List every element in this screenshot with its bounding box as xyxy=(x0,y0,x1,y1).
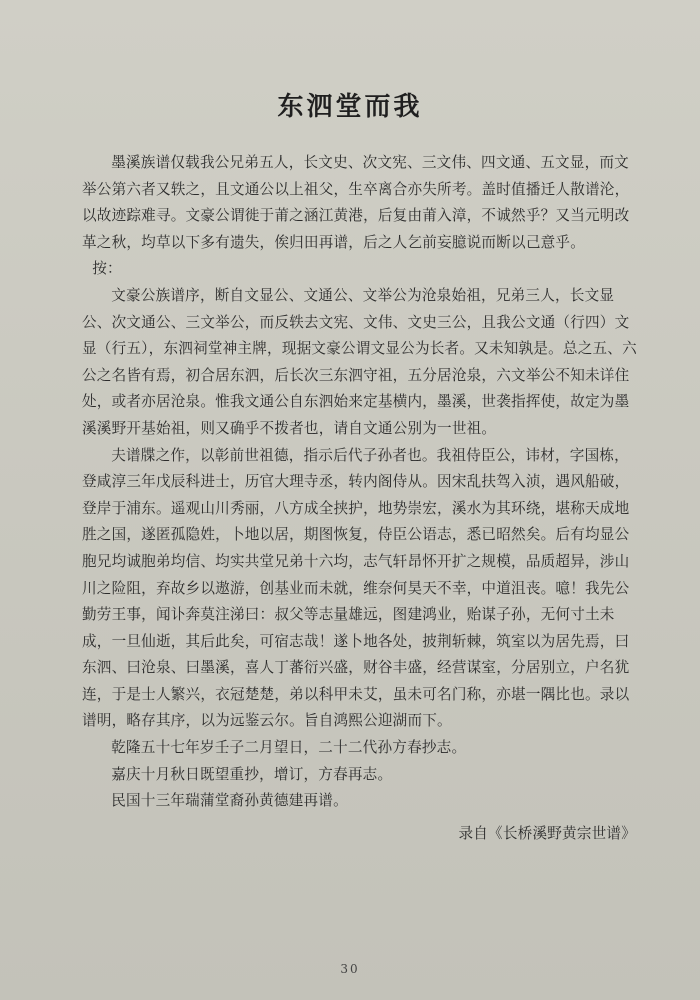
paragraph-jiaqing: 嘉庆十月秋日既望重抄，增订，方春再志。 xyxy=(111,765,393,783)
page-title: 东泗堂而我 xyxy=(277,92,423,122)
paragraph-note-heading: 按： xyxy=(92,260,122,278)
body-text xyxy=(82,150,642,847)
source-citation: 录自《长桥溪野黄宗世谱》 xyxy=(458,824,636,842)
paragraph-qianlong: 乾隆五十七年岁壬子二月望日，二十二代孙方春抄志。 xyxy=(111,739,467,757)
paragraph-history: 夫谱牒之作，以彰前世祖德，指示后代子孙者也。我祖侍臣公，讳材，字国栋，登咸淳三年戊辰科进士，历官大理寺丞，转内阁侍从。因宋乱扶驾入浈，遇风船破，登岸于浦东。遥观山川秀丽，八方成全挟护，地势崇宏，溪水为其环绕，堪称天成地胜之国，遂匿孤隐姓，卜地以居，期图恢复，侍臣公语志，悉已昭然矣。后有均显公胞兄均诚胞弟均信、均实共堂兄弟十六均，志气轩昂怀开扩之规模，品质超异，涉山川之险阻，弃故乡以遨游，创基业而未就，维奈何昊天不幸，中道沮丧。噫！我先公勤劳王事，闻讣奔莫注涕曰：叔父等志量雄远，图建鸿业，贻谋子孙，无何寸土未成，一旦仙逝，其后此矣，可宿志哉！遂卜地各处，披荆斩棘，筑室以为居先焉，曰东泗、曰沧泉、曰墨溪，喜人丁蕃衍兴盛，财谷丰盛，经营谋室，分居别立，户名犹连，于是士人繁兴，衣冠楚楚，弟以科甲未艾，虽未可名门称，亦堪一隅比也。录以谱明，略存其序，以为远鉴云尔。旨自鸿熙公迎湖而下。 xyxy=(82,446,630,730)
page-number: 30 xyxy=(340,962,360,976)
paragraph-note: 文豪公族谱序，断自文显公、文通公、文举公为沧泉始祖，兄弟三人，长文显公、次文通公、三文举公，而反轶去文宪、文伟、文史三公，且我公文通（行四）文显（行五），东泗祠堂神主牌，现据文豪公谓文显公为长者。又未知孰是。总之五、六公之名皆有焉，初合居东泗，后长次三东泗守祖，五分居沧泉，六文举公不知未详住处，或者亦居沧泉。惟我文通公自东泗始来定基横内，墨溪，世袭指挥使，故定为墨溪溪野开基始祖，则又确乎不拨者也，请自文通公别为一世祖。 xyxy=(82,286,637,437)
paragraph-intro: 墨溪族谱仅载我公兄弟五人，长文史、次文宪、三文伟、四文通、五文显，而文举公第六者又轶之，且文通公以上祖父，生卒离合亦失所考。盖时值播迁人散谱沦，以故迹踪难寻。文豪公谓徙于莆之涵江黄港，后复由莆入漳，不诚然乎？又当元明改革之秋，均草以下多有遗失，俟归田再谱，后之人乞前妄臆说而断以己意乎。 xyxy=(82,154,630,251)
paragraph-minguo: 民国十三年瑞蒲堂裔孙黄德建再谱。 xyxy=(111,792,348,810)
